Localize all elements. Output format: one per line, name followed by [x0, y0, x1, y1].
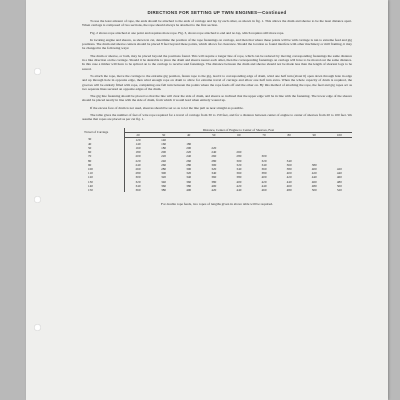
table-cell: 260: [236, 150, 242, 155]
rope-length-table: [82, 128, 352, 192]
paragraph: The table gives the number of feet of wire rope required for a travel of carriage from 30 to 150 feet, and for a distance between center of engine to center of sheaves from 20 to 100 feet. We assume that ropes are placed as per cut fig. 1.: [82, 113, 352, 122]
table-cell: 300: [236, 158, 242, 163]
table-cell: 300: [186, 167, 192, 172]
table-cell: 160: [161, 141, 167, 146]
table-cell: 320: [261, 158, 267, 163]
binder-hole: [34, 68, 41, 75]
binder-hole: [34, 324, 41, 331]
table-cell: 300: [211, 162, 217, 167]
travel-cell: 80: [82, 159, 125, 163]
travel-cell: 140: [82, 184, 125, 188]
table-cell: 280: [135, 171, 141, 176]
table-cell: 460: [286, 183, 292, 188]
column-header: 50: [201, 132, 226, 137]
table-cell: 340: [286, 158, 292, 163]
travel-cell: 40: [82, 142, 125, 146]
table-cell: 400: [261, 175, 267, 180]
table-cell: 220: [186, 150, 192, 155]
table-cell: 160: [135, 146, 141, 151]
table-cell: 340: [211, 171, 217, 176]
binder-holes: [34, 0, 42, 400]
table-cell: 320: [236, 162, 242, 167]
travel-cell: 70: [82, 154, 125, 158]
table-cell: 120: [135, 137, 141, 142]
travel-cell: 150: [82, 188, 125, 192]
column-header: 60: [226, 132, 251, 137]
table-body: [82, 137, 352, 192]
page-title: DIRECTIONS FOR SETTING UP TWIN ENGINES—Continued: [147, 10, 287, 15]
table-cell: 400: [236, 179, 242, 184]
table-cell: 220: [135, 158, 141, 163]
table-cell: 200: [161, 150, 167, 155]
table-cell: 480: [311, 183, 317, 188]
table-cell: 360: [236, 171, 242, 176]
table-cell: 340: [261, 162, 267, 167]
table-cell: 400: [286, 171, 292, 176]
table-cell: 380: [311, 162, 317, 167]
table-cell: 300: [161, 171, 167, 176]
table-cell: 340: [135, 183, 141, 188]
column-header: 80: [277, 132, 302, 137]
table-cell: 340: [186, 175, 192, 180]
table-cell: 440: [261, 183, 267, 188]
column-header: 40: [176, 132, 201, 137]
table-cell: 400: [311, 167, 317, 172]
table-cell: 380: [236, 175, 242, 180]
table-cell: 300: [261, 154, 267, 159]
paragraph: To use the least amount of rope, the ends should be attached to the ends of carriage and lap by each other, as shown in fig. 1. This allows the drum and sheave to be the least distance apart. When carriage is composed of two sections, the rope should always be attached to the first section.: [82, 19, 352, 28]
paragraph: Fig. 2 shows rope attached at one point and requires more rope. Fig. 3, shows rope attached to end and no lap, which requires still more rope.: [90, 30, 285, 35]
table-cell: 380: [286, 167, 292, 172]
table-cell: 380: [261, 171, 267, 176]
travel-cell: 110: [82, 171, 125, 175]
travel-cell: 100: [82, 167, 125, 171]
table-cell: 500: [336, 183, 342, 188]
table-cell: 200: [186, 146, 192, 151]
table-cell: 420: [311, 171, 317, 176]
table-cell: 220: [161, 154, 167, 159]
table-cell: 260: [186, 158, 192, 163]
table-cell: 420: [336, 167, 342, 172]
page-content: [82, 10, 352, 209]
table-cell: 380: [161, 187, 167, 192]
row-header: Travel of Carriage: [82, 128, 125, 138]
table-cell: 260: [135, 167, 141, 172]
table-cell: 320: [135, 179, 141, 184]
paragraph: The gig line fastening should be placed so that the line will clear the side of drum, and sheave so inclined that the upper edge will be in line with the fastening. The lower edge of the sheave should be placed nearly in line with the side of drum, from which it would lead when entirely wound up.: [82, 94, 352, 103]
table-cell: 440: [336, 171, 342, 176]
table-cell: 180: [186, 141, 192, 146]
binder-hole: [34, 196, 41, 203]
document-page: [26, 0, 388, 400]
table-cell: 200: [135, 154, 141, 159]
column-header: 90: [302, 132, 327, 137]
table-cell: 420: [211, 187, 217, 192]
table-cell: 260: [211, 154, 217, 159]
column-group-header: Distance, Center of Engine to Center of Sheaves, Feet: [125, 128, 353, 133]
table-cell: 280: [161, 167, 167, 172]
footnote: For double rope feeds, two ropes of lengths given in above table will be required.: [161, 202, 273, 207]
travel-cell: 50: [82, 146, 125, 150]
paragraph: To attach the rope, move the carriage to the extreme gig position, fasten rope to the gig, lead it to corresponding edge of drum, wind one half turn (about 6) open down through hole in edge and up through hole in opposite edge, then wind enough rope on drum to allow for extreme travel of carriage and allow one half turn extra. When the whole capacity of drum is required, the grooves will be entirely filled with rope, completing one full turn between the points where the rope feeds off and the other on. By this method of attaching the rope, the feed and gig ropes act as two separate lines secured on opposite edges of the drum.: [82, 73, 352, 91]
table-cell: 460: [311, 179, 317, 184]
table-cell: 380: [211, 179, 217, 184]
table-cell: 460: [336, 175, 342, 180]
table-cell: 280: [236, 154, 242, 159]
table-cell: 280: [211, 158, 217, 163]
travel-cell: 120: [82, 175, 125, 179]
table-cell: 340: [236, 167, 242, 172]
table-cell: 500: [311, 187, 317, 192]
table-cell: 180: [135, 150, 141, 155]
table-cell: 240: [186, 154, 192, 159]
table-cell: 400: [211, 183, 217, 188]
travel-cell: 90: [82, 163, 125, 167]
table-cell: 420: [261, 179, 267, 184]
travel-cell: 30: [82, 137, 125, 142]
table-cell: 320: [161, 175, 167, 180]
table-cell: 480: [336, 179, 342, 184]
travel-cell: 130: [82, 180, 125, 184]
table-cell: 140: [161, 137, 167, 142]
table-cell: 320: [211, 167, 217, 172]
table-cell: 260: [161, 162, 167, 167]
table-cell: 240: [211, 150, 217, 155]
table-cell: 360: [186, 179, 192, 184]
table-cell: 280: [186, 162, 192, 167]
column-header: 30: [151, 132, 176, 137]
table-cell: 320: [186, 171, 192, 176]
paragraph: If the excess face of drum is not used, sheaves should be set so as to let the line pull as near straight as possible.: [90, 105, 244, 110]
table-cell: 520: [336, 187, 342, 192]
table-cell: 360: [135, 187, 141, 192]
table-cell: 380: [186, 183, 192, 188]
paragraph: The drum or sheave, or both, may be placed beyond the positions found. This will require a longer line of rope, which can be reduced by moving corresponding fastenings the same distance in a like direction on the carriage. Should it be desirable to place the drum and sheave nearer each other, then the corresponding fastenings on carriage will have to be moved out the same distance. In this case a timber will have to be spliced on to the carriage to receive said fastenings. The distance between the drum and sheave should not be made less than the length of shortest logs to be sawed.: [82, 53, 352, 71]
table-cell: 440: [236, 187, 242, 192]
table-cell: 460: [261, 187, 267, 192]
table-cell: 300: [135, 175, 141, 180]
table-cell: 480: [286, 187, 292, 192]
table-cell: 180: [161, 146, 167, 151]
table-cell: 440: [286, 179, 292, 184]
table-cell: 360: [261, 167, 267, 172]
column-header: 20: [125, 132, 152, 137]
table-cell: 240: [135, 162, 141, 167]
column-header: 70: [251, 132, 276, 137]
table-cell: 360: [161, 183, 167, 188]
table-cell: 420: [286, 175, 292, 180]
table-cell: 340: [161, 179, 167, 184]
table-cell: 420: [236, 183, 242, 188]
table-cell: 440: [311, 175, 317, 180]
table-cell: 140: [135, 141, 141, 146]
body-text: [82, 19, 352, 122]
table-row: [82, 188, 352, 192]
travel-cell: 60: [82, 150, 125, 154]
table-cell: 220: [211, 146, 217, 151]
table-cell: 360: [286, 162, 292, 167]
table-cell: 400: [186, 187, 192, 192]
table-cell: 240: [161, 158, 167, 163]
column-header: 100: [327, 132, 352, 137]
table-cell: 360: [211, 175, 217, 180]
paragraph: In locating engine and sheave, as shown in cut, determine the position of the rope fastenings on carriage, and then that where these points will be with carriage is run to extreme feed and gig positions. The drum and sheave centers should be placed 8 feet beyond these points, which allows for clearance. Should the location so found interfere with other machinery or mill framing, it may be changed in the following ways:: [82, 37, 352, 51]
